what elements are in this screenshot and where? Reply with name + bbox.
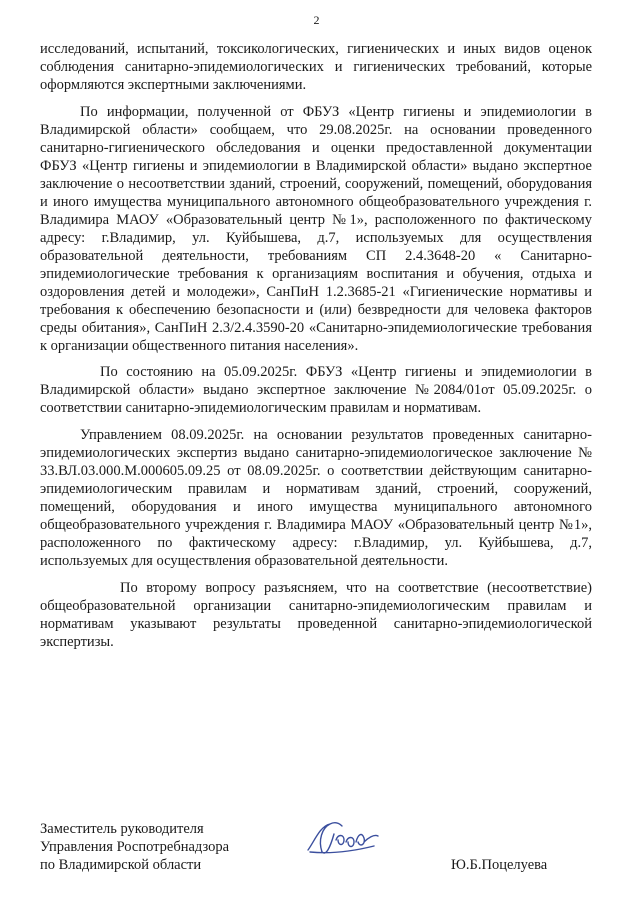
paragraph-4: Управлением 08.09.2025г. на основании результатов проведенных санитарно-эпидемиологических экспертиз выдано санитарно-эпидемиологическое заключение № 33.ВЛ.03.000.М.000605.09.25 от 08.09.2025г. о соответствии действующим санитарно-эпидемиологическим правилам и нормативам зданий, строений, сооружений, помещений, оборудования и иного имущества муниципального автономного общеобразовательного учреждения г. Владимира МАОУ «Образовательный центр №1», расположенного по фактическому адресу: г.Владимир, ул. Куйбышева, д.7, используемых для осуществления образовательной деятельности.	[40, 427, 592, 569]
signer-name: Ю.Б.Поцелуева	[451, 857, 548, 873]
page-number: 2	[313, 13, 320, 27]
paragraph-5: По второму вопросу разъясняем, что на соответствие (несоответствие) общеобразовательной организации санитарно-эпидемиологическим правилам и нормативам указывают результаты проведенной санитарно-эпидемиологической экспертизы.	[40, 580, 592, 650]
paragraph-2: По информации, полученной от ФБУЗ «Центр гигиены и эпидемиологии в Владимирской области» сообщаем, что 29.08.2025г. на основании проведенного санитарно-гигиенического обследования и оценки предоставленной документации ФБУЗ «Центр гигиены и эпидемиологии в Владимирской области» выдано экспертное заключение о несоответствии зданий, строений, сооружений, помещений, оборудования и иного имущества муниципального автономного общеобразовательного учреждения г. Владимира МАОУ «Образовательный центр №1», расположенного по фактическому адресу: г.Владимир, ул. Куйбышева, д.7, используемых для осуществления образовательной деятельности, требованиям СП 2.4.3648-20 « Санитарно-эпидемиологические требования к организациям воспитания и обучения, отдыха и оздоровления детей и молодежи», СанПиН 1.2.3685-21 «Гигиенические нормативы и требования к обеспечению безопасности и (или) безвредности для человека факторов среды обитания», СанПиН 2.3/2.4.3590-20 «Санитарно-эпидемиологические требования к организации общественного питания населения».	[40, 104, 592, 354]
paragraph-3: По состоянию на 05.09.2025г. ФБУЗ «Центр гигиены и эпидемиологии в Владимирской области» выдано экспертное заключение №2084/01от 05.09.2025г. о соответствии санитарно-эпидемиологическим правилам и нормативам.	[40, 364, 592, 416]
signer-title-line-3: по Владимирской области	[40, 857, 202, 873]
signer-title-line-1: Заместитель руководителя	[40, 821, 204, 837]
signer-block	[40, 820, 229, 874]
letter-body	[40, 40, 592, 651]
paragraph-1: исследований, испытаний, токсикологических, гигиенических и иных видов оценок соблюдения санитарно-эпидемиологических и гигиенических требований, которые оформляются экспертными заключениями.	[40, 41, 592, 93]
signer-title-line-2: Управления Роспотребнадзора	[40, 839, 230, 855]
handwritten-signature	[300, 812, 380, 862]
